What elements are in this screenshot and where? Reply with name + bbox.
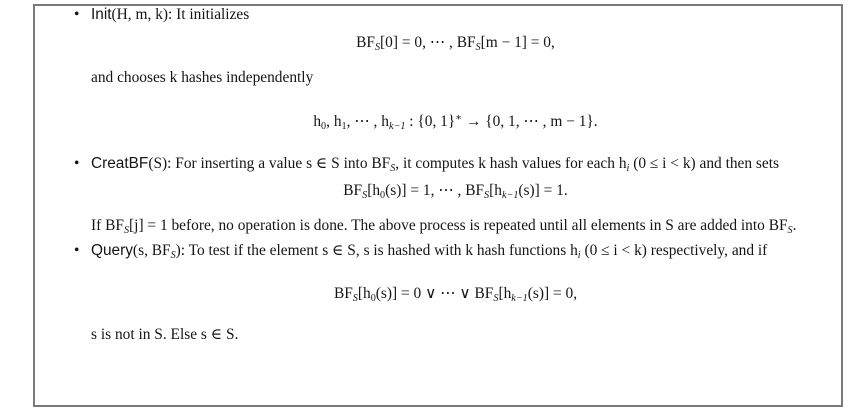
creatbf-set-formula: $BFS[h_0(s)] = 1$, ⋯ , BFS[hk−1(s)] = 1. — [343, 182, 568, 201]
bullet-item-creatbf — [74, 151, 820, 238]
init-hashes-text: and chooses k hashes independently — [91, 69, 314, 86]
algorithm-box — [33, 4, 843, 407]
bullet-item-query — [74, 238, 820, 347]
bullet-item-init — [74, 2, 820, 134]
init-array-formula: BFS[0] = 0, ⋯ , BFS[m − 1] = 0, — [356, 34, 555, 53]
query-result-text: s is not in S. Else s ∈ S. — [91, 326, 239, 343]
init-intro-text: Init(H, m, k): It initializes — [91, 6, 250, 23]
bullet-icon: • — [74, 155, 80, 172]
init-hash-functions-formula: $h_0$, $h_1$, ⋯ , hk−1 : {0, 1}∗ → {0, 1, ⋯ , m − 1}. — [313, 112, 598, 132]
creatbf-intro-text: CreatBF(S): For inserting a value s ∈ S into BFS, it computes k hash values for each hi (0 ≤ i < k) and then sets — [91, 155, 780, 174]
bullet-icon: • — [74, 242, 80, 259]
bullet-icon: • — [74, 6, 80, 23]
query-test-formula: $BFS[h_0(s)] = 0$ ∨ ⋯ ∨ BFS[hk−1(s)] = 0, — [333, 285, 578, 304]
algorithm-content — [74, 2, 820, 347]
query-intro-text: Query(s, BFS): To test if the element s ∈ S, s is hashed with k hash functions hi (0 ≤ i < k) respectively, and if — [91, 242, 768, 261]
creatbf-note-text: If BFS[j] = 1 before, no operation is done. The above process is repeated until all elements in S are added into BFS. — [91, 217, 797, 236]
